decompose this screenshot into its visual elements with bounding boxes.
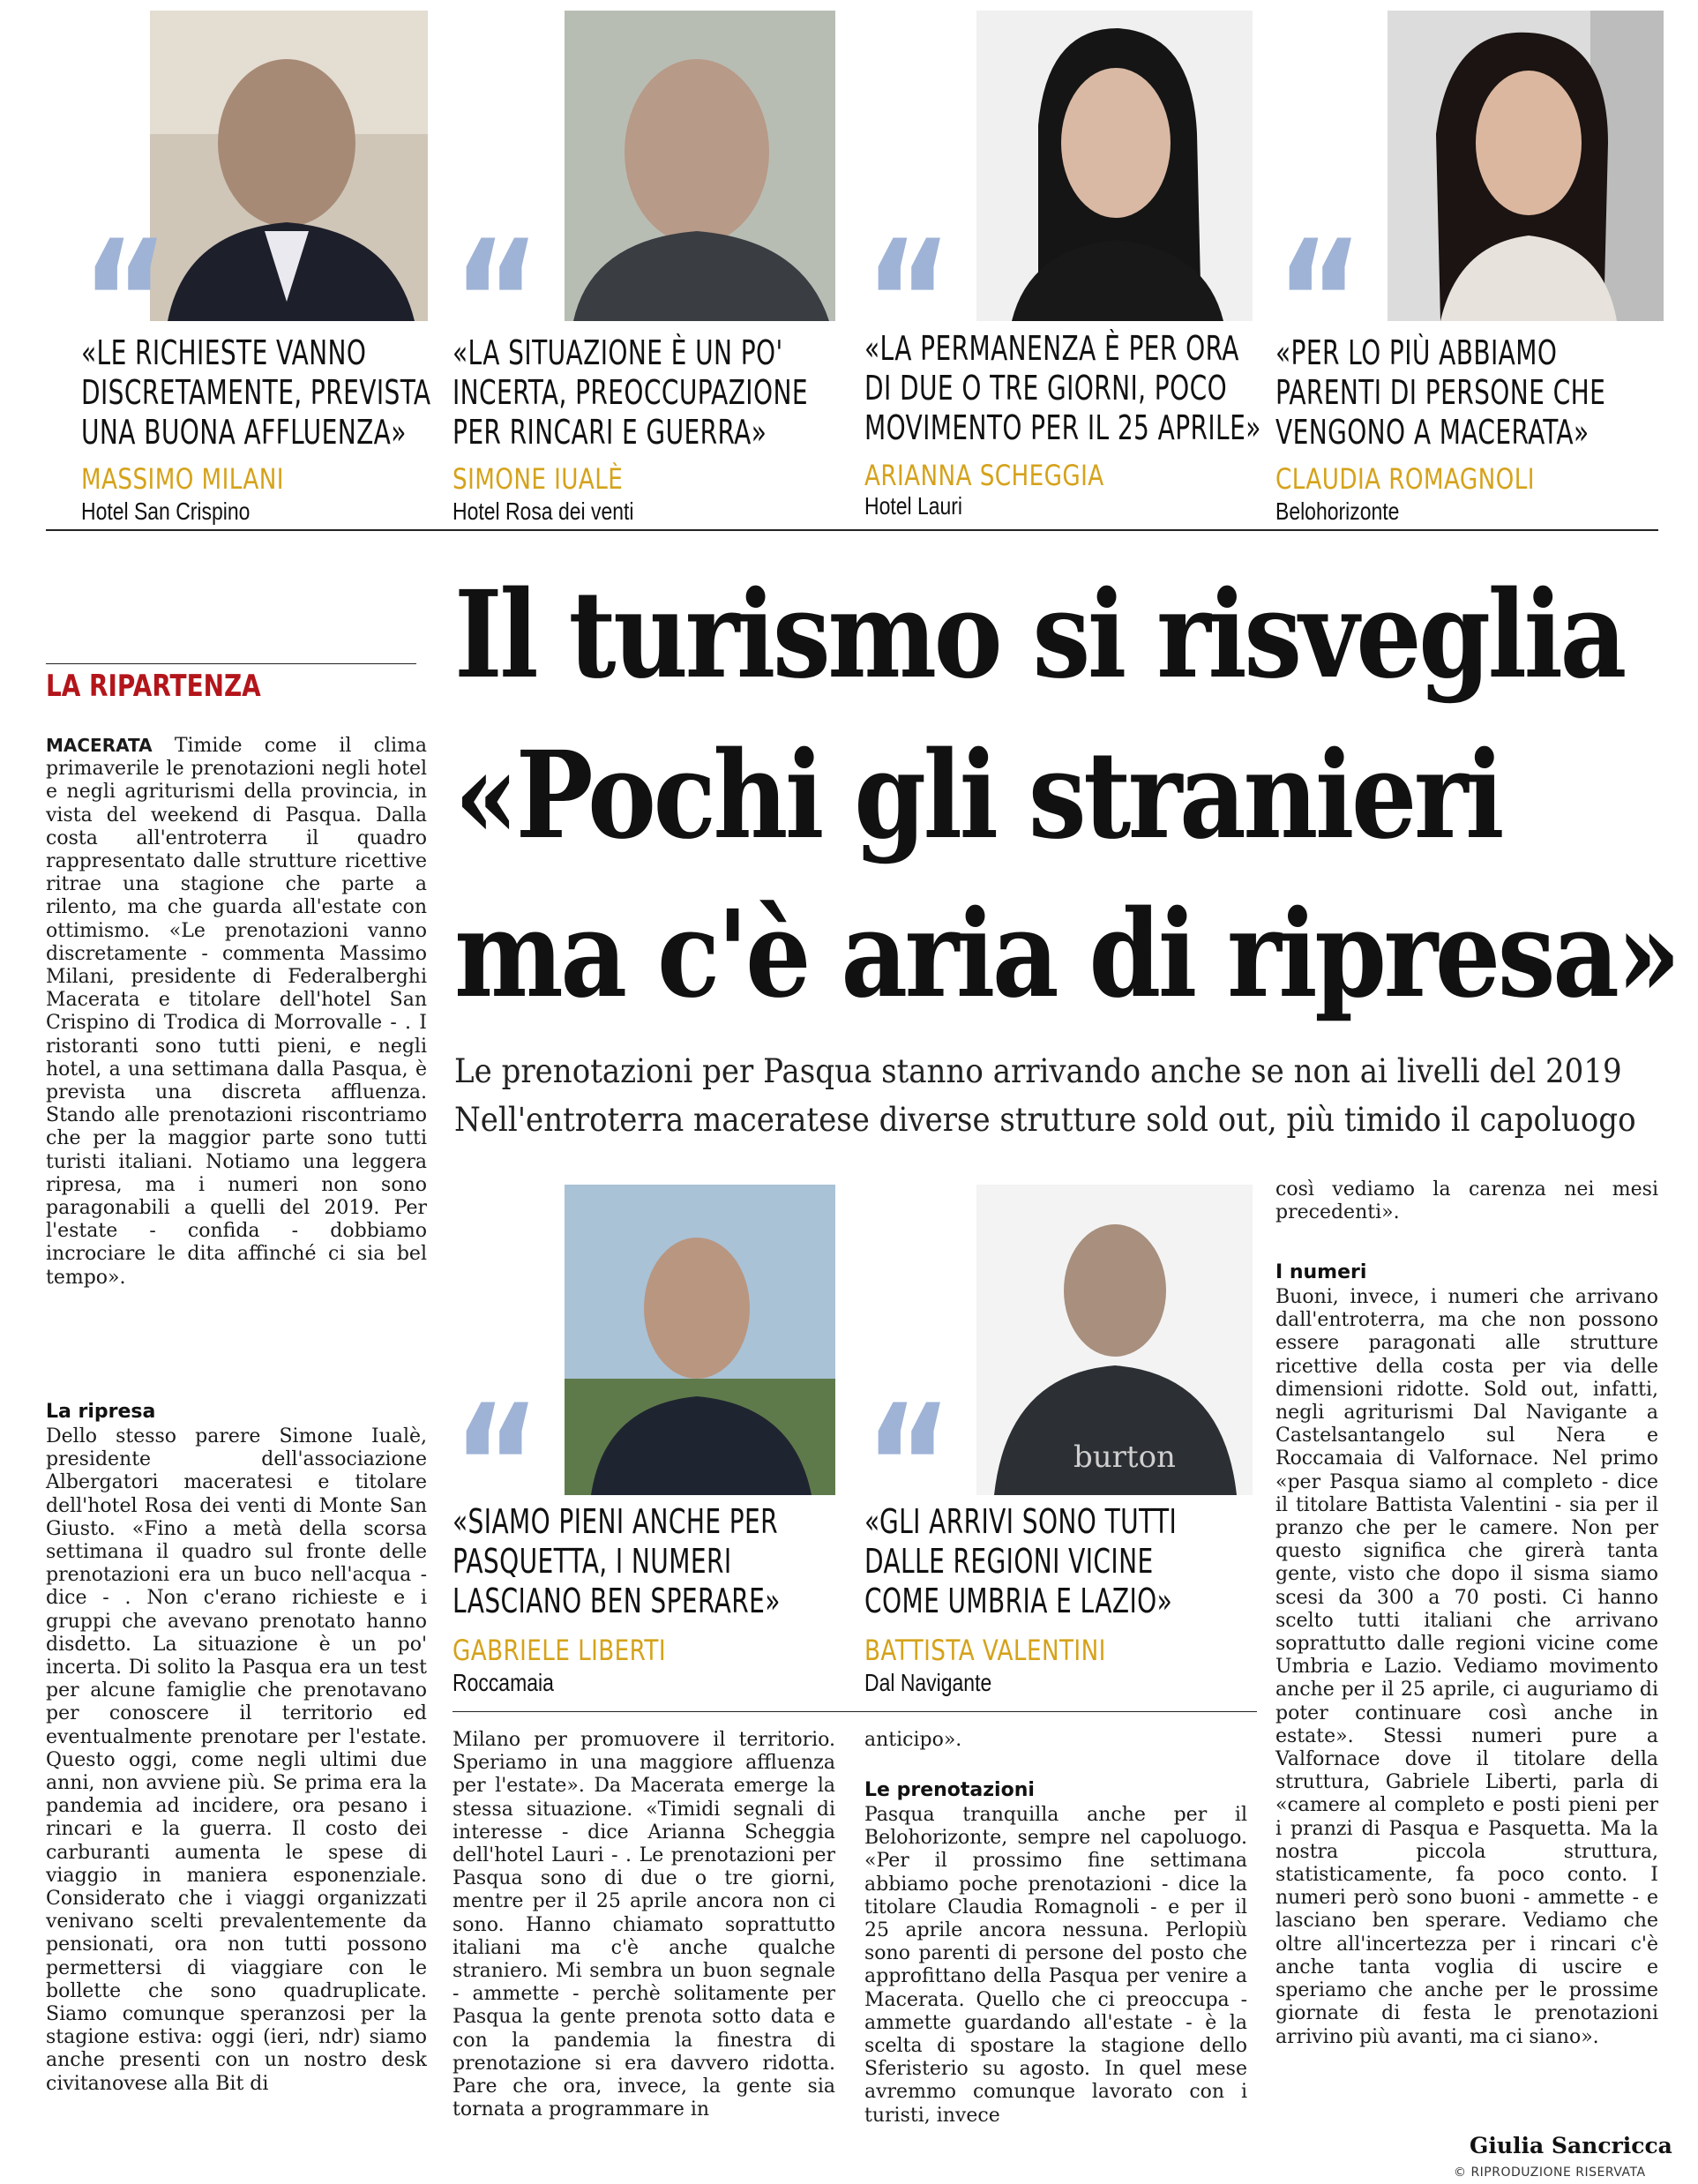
article-column-1-part-1 [46, 734, 427, 1290]
quote-text-2: «LA SITUAZIONE È UN PO' INCERTA, PREOCCUPAZIONE PER RINCARI E GUERRA» [453, 333, 808, 452]
subhead-i-numeri: I numeri [1275, 1261, 1367, 1283]
quote-mark-icon: “ [81, 205, 160, 400]
quote-author-5: GABRIELE LIBERTI [453, 1634, 666, 1667]
quote-mark-icon: “ [453, 205, 531, 400]
quote-author-2: SIMONE IUALÈ [453, 462, 624, 496]
quote-text-5: «SIAMO PIENI ANCHE PER PASQUETTA, I NUMERI LASCIANO BEN SPERARE» [453, 1502, 781, 1620]
subheadline-line-1: Le prenotazioni per Pasqua stanno arrivando anche se non ai livelli del 2019 [454, 1052, 1622, 1090]
quote-mark-icon: “ [1275, 205, 1354, 400]
article-column-3-part-1: anticipo». [864, 1729, 962, 1751]
article-column-2: Milano per promuovere il territorio. Speriamo in una maggiore affluenza per l'estate». Da Macerata emerge la stessa situazione. «Timidi segnali di interesse - dice Arianna Scheggia dell'hotel Lauri - . Le prenotazioni per Pasqua sono di due o tre giorni, mentre per il 25 aprile ancora non ci sono. Hanno chiamato soprattutto italiani ma c'è anche qualche straniero. Mi sembra un buon segnale - ammette - perchè solitamente per Pasqua la gente prenota sotto data e con la pandemia la finestra di prenotazione si era davvero ridotta. Pare che ora, invece, la gente sia tornata a programmare in [453, 1729, 835, 2121]
subhead-le-prenotazioni: Le prenotazioni [864, 1779, 1035, 1801]
article-text: Timide come il clima primaverile le prenotazioni negli hotel e negli agriturismi della provincia, in vista del weekend di Pasqua. Dalla costa all'entroterra il quadro rappresentato dalle strutture ricettive ritrae una stagione che parte a rilento, ma che guarda all'estate con ottimismo. «Le prenotazioni vanno discretamente - commenta Massimo Milani, presidente di Federalberghi Macerata e titolare dell'hotel San Crispino di Trodica di Morrovalle - . I ristoranti sono tutti pieni, e negli hotel, a una settimana dalla Pasqua, è prevista una discreta affluenza. Stando alle prenotazioni riscontriamo che per la maggior parte sono tutti turisti italiani. Notiamo una leggera ripresa, ma i numeri non sono paragonabili a quelli del 2019. Per l'estate - confida - dobbiamo incrociare le dita affinché ci sia bel tempo». [46, 735, 427, 1289]
subhead-la-ripresa: La ripresa [46, 1401, 156, 1423]
article-column-4-part-2: Buoni, invece, i numeri che arrivano dall'entroterra, ma che non possono essere paragonati alle strutture ricettive della costa per via delle dimensioni ridotte. Sold out, infatti, negli agriturismi Dal Navigante a Castelsantangelo sul Nera e Roccamaia di Valfornace. Nel primo «per Pasqua siamo al completo - dice il titolare Battista Valentini - sia per il pranzo che per le camere. Non per questo significa che girerà tanta gente, visto che dopo il sisma siamo scesi da 300 a 70 posti. Ci hanno scelto tutti italiani che arrivano soprattutto dalle regioni vicine come Umbria e Lazio. Vediamo movimento anche per il 25 aprile, ci auguriamo di poter continuare così anche in estate». Stessi numeri pure a Valfornace dove il titolare della struttura, Gabriele Liberti, parla di «camere al completo e posti pieni per i pranzi di Pasqua e Pasquetta. Ma la nostra piccola struttura, statisticamente, fa poco conto. I numeri però sono buoni - ammette - e lasciano ben sperare. Vediamo che oltre all'incertezza per i rincari c'è anche tanta voglia di uscire e speriamo che anche per le prossime giornate di festa le prenotazioni arrivino più avanti, ma ci siano». [1275, 1286, 1658, 2048]
kicker-rule [46, 663, 416, 664]
quote-author-4: CLAUDIA ROMAGNOLI [1275, 462, 1535, 496]
copyright-notice: © RIPRODUZIONE RISERVATA [1454, 2165, 1646, 2180]
portrait-photo-arianna-scheggia [976, 11, 1253, 321]
quote-mark-icon: “ [453, 1369, 531, 1564]
quote-author-3: ARIANNA SCHEGGIA [864, 459, 1104, 492]
quote-text-6: «GLI ARRIVI SONO TUTTI DALLE REGIONI VICINE COME UMBRIA E LAZIO» [864, 1502, 1178, 1620]
portrait-photo-gabriele-liberti [565, 1185, 835, 1495]
quote-mark-icon: “ [864, 205, 943, 400]
article-column-1-part-2: Dello stesso parere Simone Iualè, presidente dell'associazione Albergatori maceratesi e titolare dell'hotel Rosa dei venti di Monte San Giusto. «Fino a metà della scorsa settimana il quadro sul fronte delle prenotazioni era un buco nell'acqua - dice - . Non c'erano richieste e i gruppi che avevano prenotato hanno disdetto. La situazione è un po' incerta. Di solito la Pasqua era un test per alcune famiglie che prenotavano per conoscere il territorio ed eventualmente prenotare per l'estate. Questo oggi, come negli ultimi due anni, non avviene più. Se prima era la pandemia ad incidere, ora pesano i rincari e la guerra. Il costo dei carburanti aumenta le spese di viaggio in maniera esponenziale. Considerato che i viaggi organizzati venivano scelti prevalentemente da pensionati, ora non tutti possono permettersi di viaggiare con le bollette che sono quadruplicate. Siamo comunque speranzosi per la stagione estiva: oggi (ieri, ndr) siamo anche presenti con un nostro desk civitanovese alla Bit di [46, 1425, 427, 2095]
quote-text-3: «LA PERMANENZA È PER ORA DI DUE O TRE GIORNI, POCO MOVIMENTO PER IL 25 APRILE» [864, 329, 1261, 447]
article-column-4-part-1: così vediamo la carenza nei mesi precedenti». [1275, 1178, 1658, 1224]
quote-affiliation-3: Hotel Lauri [864, 492, 963, 520]
dateline: MACERATA [46, 735, 153, 756]
section-kicker: LA RIPARTENZA [46, 669, 261, 704]
quote-affiliation-2: Hotel Rosa dei venti [453, 497, 634, 525]
quote-author-6: BATTISTA VALENTINI [864, 1634, 1106, 1667]
bottom-quote-separator [453, 1711, 1257, 1712]
portrait-photo-claudia-romagnoli [1388, 11, 1664, 321]
portrait-photo-massimo-milani [150, 11, 428, 321]
byline: Giulia Sancricca [1470, 2133, 1672, 2158]
headline-line-3: ma c'è aria di ripresa» [454, 884, 1679, 1025]
headline-line-2: «Pochi gli stranieri [454, 725, 1502, 866]
quote-mark-icon: “ [864, 1369, 943, 1564]
quote-affiliation-4: Belohorizonte [1275, 497, 1400, 525]
article-column-3-part-2: Pasqua tranquilla anche per il Belohorizonte, sempre nel capoluogo. «Per il prossimo fine settimana abbiamo poche prenotazioni - dice la titolare Claudia Romagnoli - e per il 25 aprile ancora nessuna. Perlopiù sono parenti di persone del posto che approfittano della Pasqua per venire a Macerata. Quello che ci preoccupa - ammette guardando all'estate - è la scelta di spostare la stagione dello Sferisterio su agosto. In quel mese avremmo comunque lavorato con i turisti, invece [864, 1804, 1247, 2127]
svg-text:burton: burton [1073, 1440, 1176, 1475]
quote-text-4: «PER LO PIÙ ABBIAMO PARENTI DI PERSONE CHE VENGONO A MACERATA» [1275, 333, 1606, 452]
top-separator [46, 529, 1658, 531]
quote-affiliation-1: Hotel San Crispino [81, 497, 251, 525]
quote-author-1: MASSIMO MILANI [81, 462, 284, 496]
subheadline-line-2: Nell'entroterra maceratese diverse strutture sold out, più timido il capoluogo [454, 1101, 1636, 1139]
portrait-photo-simone-iuale [565, 11, 835, 321]
portrait-photo-battista-valentini [976, 1185, 1253, 1495]
quote-affiliation-6: Dal Navigante [864, 1669, 992, 1696]
quote-affiliation-5: Roccamaia [453, 1669, 554, 1696]
quote-text-1: «LE RICHIESTE VANNO DISCRETAMENTE, PREVISTA UNA BUONA AFFLUENZA» [81, 333, 431, 452]
headline-line-1: Il turismo si risveglia [454, 565, 1624, 706]
